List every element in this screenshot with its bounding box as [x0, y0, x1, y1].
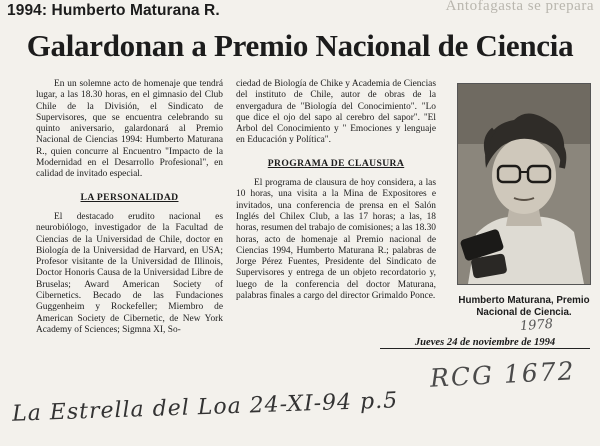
paragraph-personalidad: El destacado erudito nacional es neurobiólogo, investigador de la Facultad de Ciencias de la Universidad de Chile, doctor en Biología de la Universidad de Harvard, en USA; Profesor visitante de la Universidad de Illinois, Doctor Honoris Causa de la Universidad Libre de Bruselas; Award American Society of Cibernetics. Becado de las Fundaciones Guggenheim y Rockefeller; Miembro de American Society de Cibernetic, de New York Academy of Sciences; Sigmna XI, So-: [36, 211, 223, 335]
handwritten-year: 1978: [519, 316, 554, 335]
subhead-programa: PROGRAMA DE CLAUSURA: [267, 157, 405, 169]
paragraph-continuation: ciedad de Biología de Chike y Academia de Ciencias del instituto de Chile, autor de obras de la envergadura de "Biología del Conocimiento". "Lo que dice el ojo del sapo al cerebro del sapor". "El Arbol del Conocimiento y " Emociones y lenguaje en Educación y Política".: [236, 79, 436, 146]
handwritten-source: La Estrella del Loa 24-XI-94 p.5: [11, 388, 399, 427]
column-2: [236, 79, 436, 302]
previous-article-fragment: Antofagasta se prepara: [445, 0, 594, 14]
portrait-photo: [457, 83, 591, 285]
paragraph-programa: El programa de clausura de hoy considera, a las 10 horas, una visita a la Mina de Expositores e invitados, una conferencia de prensa en el Salón Inglés del Chilex Club, a las 17 horas; a las, 18 horas, resumen del trabajo de comisiones; a las 18.30 horas, acto de homenaje al Premio nacional de Ciencias 1994, Humberto Maturana R.; palabras de Jorge Pérez Fuentes, Presidente del Sindicato de Supervisores y entrega de un objeto recordatorio y, luego de la conferencia del doctor Maturana, palabras finales a cargo del director Grimaldo Ponce.: [236, 178, 436, 302]
subhead-personalidad: LA PERSONALIDAD: [80, 191, 179, 203]
column-1: [36, 79, 223, 336]
paragraph-intro: En un solemne acto de homenaje que tendrá lugar, a las 18.30 horas, en el gimnasio del Club Chile de la División, el Sindicato de Supervisores, que se encuentra celebrando su quinto aniversario, galardonará al Premio Nacional de Ciencias 1994: Humberto Maturana R., quien concurre al Encuentro "Impacto de la Modernidad en el Desarrollo Profesional", en calidad de invitado especial.: [36, 79, 223, 180]
portrait-image: [458, 84, 590, 284]
kicker: 1994: Humberto Maturana R.: [7, 2, 220, 19]
headline: Galardonan a Premio Nacional de Ciencia: [26, 28, 574, 63]
dateline: Jueves 24 de noviembre de 1994: [414, 337, 556, 348]
dateline-rule: [380, 348, 590, 349]
handwritten-code: RCG 1672: [429, 356, 577, 393]
photo-caption: Humberto Maturana, Premio Nacional de Ciencia.: [458, 295, 590, 318]
